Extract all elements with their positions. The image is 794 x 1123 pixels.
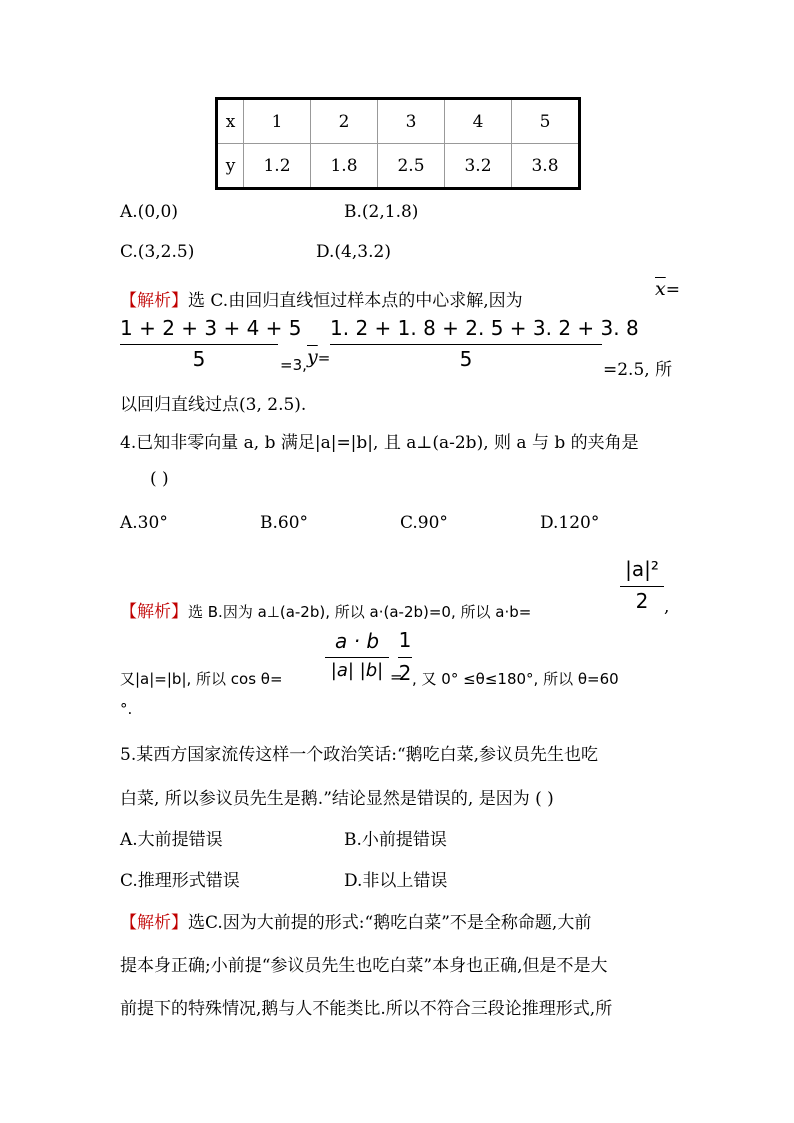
frac2-numerator: a · b (334, 629, 380, 653)
equals-sign: = (390, 668, 403, 686)
q5-solution-line2: 提本身正确;小前提“参议员先生也吃白菜”本身也正确,但是不是大 (120, 956, 608, 976)
q4-solution-line3: °. (120, 700, 133, 718)
q5-option-c: C.推理形式错误 (120, 871, 240, 891)
half-denominator: 2 (398, 661, 412, 685)
q4-stem: 4.已知非零向量 a, b 满足|a|=|b|, 且 a⊥(a-2b), 则 a 与 b 的夹角是 (120, 433, 639, 453)
q4-option-c: C.90° (400, 513, 448, 533)
q5-solution-line3: 前提下的特殊情况,鹅与人不能类比.所以不符合三段论推理形式,所 (120, 999, 613, 1019)
frac2-numerator: 1. 2 + 1. 8 + 2. 5 + 3. 2 + 3. 8 (330, 316, 639, 340)
table-cell: 3.8 (512, 144, 580, 189)
q5-option-a: A.大前提错误 (120, 830, 223, 850)
q5-stem-line2: 白菜, 所以参议员先生是鹅.”结论显然是错误的, 是因为 ( ) (120, 789, 554, 809)
row-header: y (217, 144, 244, 189)
frac1-denominator: 5 (192, 347, 206, 371)
frac2-denominator: |a| |b| (330, 660, 384, 681)
q5-option-d: D.非以上错误 (344, 871, 448, 891)
q5-option-b: B.小前提错误 (344, 830, 447, 850)
q3-option-b: B.(2,1.8) (344, 202, 419, 222)
data-table (215, 97, 581, 190)
frac1-result: =3, (280, 356, 307, 374)
q4-solution-line1 (120, 597, 531, 622)
solution-tag: 【解析】 (120, 602, 188, 622)
q4-option-a: A.30° (120, 513, 168, 533)
table-cell: 3 (378, 99, 445, 144)
row-header: x (217, 99, 244, 144)
q3-option-a: A.(0,0) (120, 202, 178, 222)
q3-solution-line1 (120, 286, 523, 311)
table-cell: 5 (512, 99, 580, 144)
solution-tag: 【解析】 (120, 291, 188, 311)
q3-option-c: C.(3,2.5) (120, 242, 195, 262)
q4-option-d: D.120° (540, 513, 600, 533)
q4-paren: ( ) (150, 469, 169, 489)
frac2-bar (325, 657, 389, 658)
frac-denominator: 2 (635, 589, 649, 613)
q4-solution-line2-pre: 又|a|=|b|, 所以 cos θ= (120, 670, 283, 688)
table-cell: 1.8 (311, 144, 378, 189)
q4-option-b: B.60° (260, 513, 309, 533)
q5-stem-line1: 5.某西方国家流传这样一个政治笑话:“鹅吃白菜,参议员先生也吃 (120, 745, 599, 765)
q5-solution-line1 (120, 908, 591, 933)
table-cell: 2 (311, 99, 378, 144)
y-bar-symbol: $\overline{y}=$ (307, 346, 331, 368)
table-cell: 1.2 (244, 144, 311, 189)
frac1-numerator: 1 + 2 + 3 + 4 + 5 (120, 316, 302, 340)
frac1-bar (120, 344, 278, 345)
q3-option-d: D.(4,3.2) (316, 242, 391, 262)
table-row-y (217, 144, 580, 189)
frac2-result: =2.5, 所 (603, 360, 673, 380)
abs-a-squared: |a|² (625, 557, 659, 581)
q3-solution-line3: 以回归直线过点(3, 2.5). (120, 395, 307, 415)
solution-tag: 【解析】 (120, 913, 188, 933)
half-bar (398, 657, 412, 658)
solution-text: 选C.因为大前提的形式:“鹅吃白菜”不是全称命题,大前 (188, 913, 592, 933)
table-cell: 2.5 (378, 144, 445, 189)
solution-text: 选 C.由回归直线恒过样本点的中心求解,因为 (188, 291, 523, 311)
half-numerator: 1 (398, 628, 412, 652)
table-cell: 4 (445, 99, 512, 144)
comma: , (664, 597, 670, 617)
frac2-bar (330, 344, 602, 345)
x-bar-symbol: $\overline{x}=$ (655, 278, 680, 300)
q4-solution-line2-post: , 又 0° ≤θ≤180°, 所以 θ=60 (412, 670, 619, 688)
frac2-denominator: 5 (459, 347, 473, 371)
table-row-x (217, 99, 580, 144)
frac-bar (620, 586, 664, 587)
table-cell: 1 (244, 99, 311, 144)
table-cell: 3.2 (445, 144, 512, 189)
solution-text: 选 B.因为 a⊥(a-2b), 所以 a·(a-2b)=0, 所以 a·b= (188, 603, 532, 621)
